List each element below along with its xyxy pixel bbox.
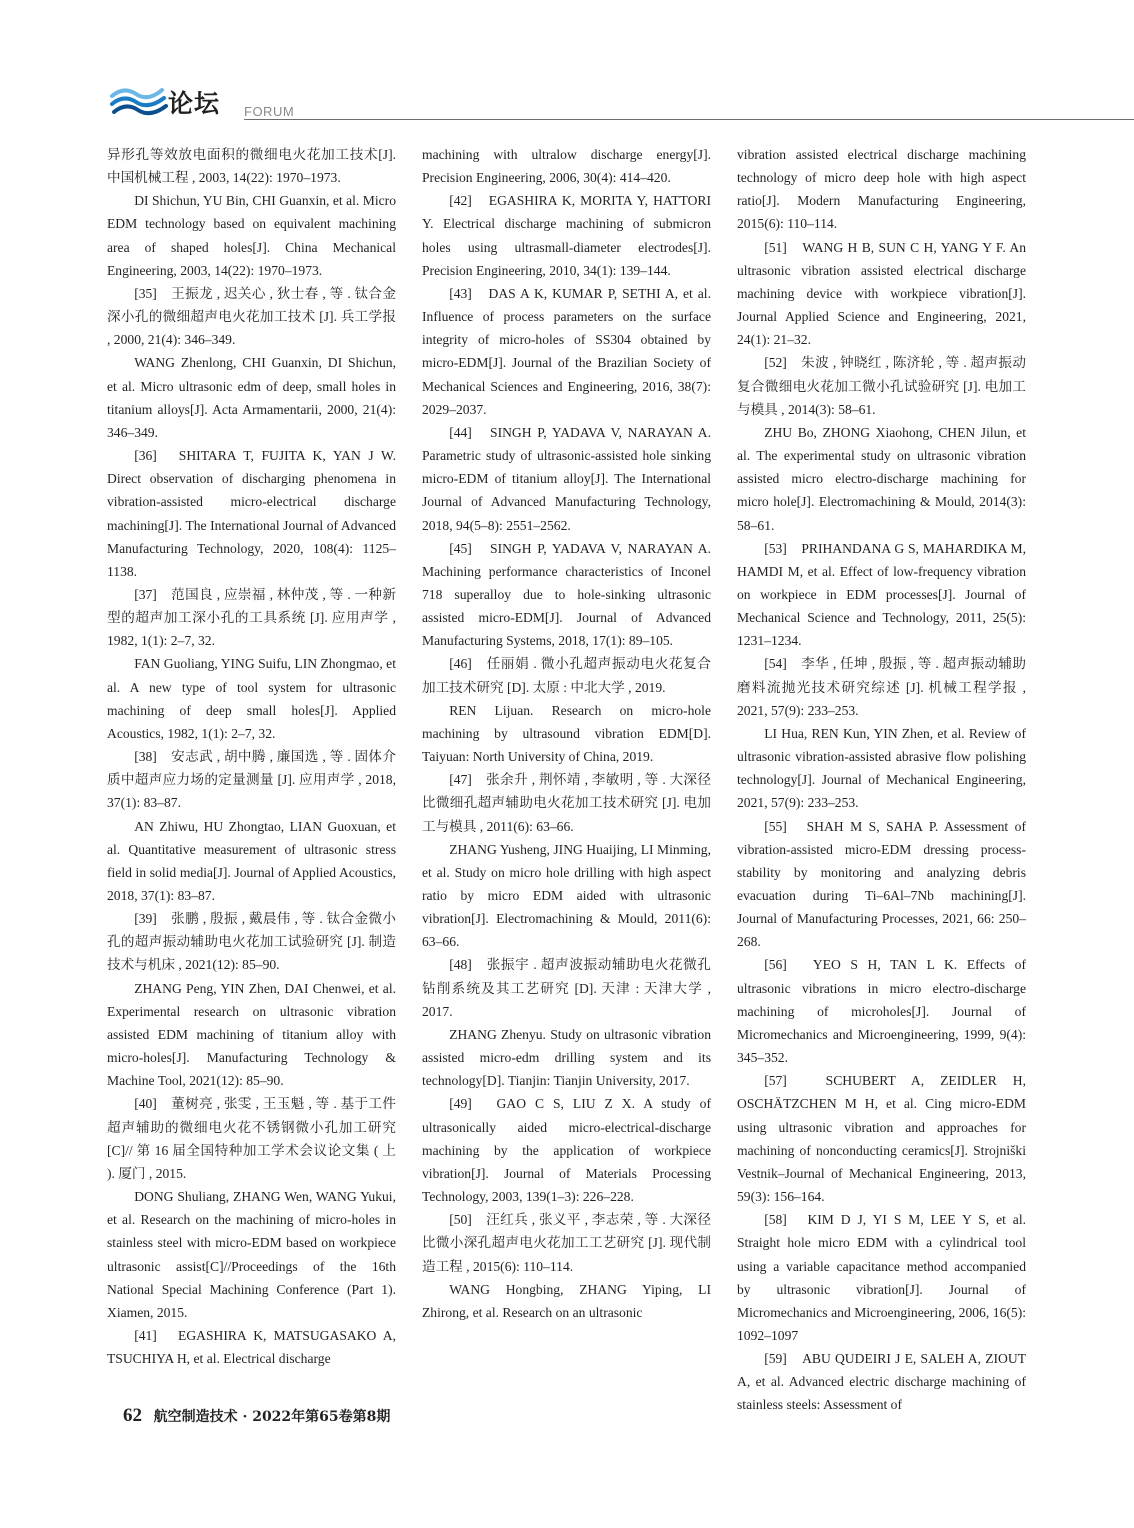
reference-entry: [49] GAO C S, LIU Z X. A study of ultrasonically aided micro-electrical-discharge machining by the application of workpiece vibration[J]. Journal of Materials Processing Technology, 2003, 139(1–3): 226–228.	[422, 1096, 711, 1205]
reference-entry: vibration assisted electrical discharge machining technology of micro deep hole with high aspect ratio[J]. Modern Manufacturing Engineering, 2015(6): 110–114.	[737, 147, 1026, 232]
reference-entry: [55] SHAH M S, SAHA P. Assessment of vibration-assisted micro-EDM dressing process-stability by monitoring and analyzing debris evacuation during Ti–6Al–7Nb machining[J]. Journal of Manufacturing Processes, 2021, 66: 250–268.	[737, 818, 1026, 950]
reference-entry: [37] 范国良 , 应崇福 , 林仲茂 , 等 . 一种新型的超声加工深小孔的工具系统 [J]. 应用声学 , 1982, 1(1): 2–7, 32.	[107, 586, 396, 649]
reference-entry: 异形孔等效放电面积的微细电火花加工技术[J]. 中国机械工程 , 2003, 14(22): 1970–1973.	[107, 147, 396, 186]
reference-entry: [36] SHITARA T, FUJITA K, YAN J W. Direct observation of discharging phenomena in vibration-assisted micro-electrical discharge machining[J]. The International Journal of Advanced Manufacturing Technology, 2020, 108(4): 1125–1138.	[107, 448, 396, 579]
reference-entry: [46] 任丽娟 . 微小孔超声振动电火花复合加工技术研究 [D]. 太原 : 中北大学 , 2019.	[422, 656, 711, 695]
page-footer	[123, 1405, 390, 1427]
reference-entry: FAN Guoliang, YING Suifu, LIN Zhongmao, et al. A new type of tool system for ultrasonic machining of deep small holes[J]. Applied Acoustics, 1982, 1(1): 2–7, 32.	[107, 656, 396, 741]
reference-entry: ZHANG Yusheng, JING Huaijing, LI Minming, et al. Study on micro hole drilling with high aspect ratio by micro EDM aided with ultrasonic vibration[J]. Electromachining & Mould, 2011(6): 63–66.	[422, 841, 711, 950]
page-header	[0, 0, 1134, 130]
reference-entry: machining with ultralow discharge energy[J]. Precision Engineering, 2006, 30(4): 414–420.	[422, 147, 711, 186]
reference-entry: AN Zhiwu, HU Zhongtao, LIAN Guoxuan, et al. Quantitative measurement of ultrasonic stress field in solid media[J]. Journal of Applied Acoustics, 2018, 37(1): 83–87.	[107, 818, 396, 903]
reference-entry: [56] YEO S H, TAN L K. Effects of ultrasonic vibrations in micro electro-discharge machining of microholes[J]. Journal of Micromechanics and Microengineering, 1999, 9(4): 345–352.	[737, 957, 1026, 1066]
reference-entry: WANG Zhenlong, CHI Guanxin, DI Shichun, et al. Micro ultrasonic edm of deep, small holes in titanium alloys[J]. Acta Armamentarii, 2000, 21(4): 346–349.	[107, 355, 396, 440]
reference-entry: [41] EGASHIRA K, MATSUGASAKO A, TSUCHIYA H, et al. Electrical discharge	[107, 1327, 396, 1367]
reference-entry: WANG Hongbing, ZHANG Yiping, LI Zhirong, et al. Research on an ultrasonic	[422, 1281, 711, 1320]
reference-entry: REN Lijuan. Research on micro-hole machining by ultrasound vibration EDM[D]. Taiyuan: North University of China, 2019.	[422, 702, 711, 765]
wave-logo-icon	[110, 84, 168, 118]
section-subtitle: FORUM	[244, 104, 295, 119]
section-title: 论坛	[168, 89, 221, 118]
reference-entry: [57] SCHUBERT A, ZEIDLER H, OSCHÄTZCHEN M H, et al. Cing micro-EDM using ultrasonic vibration and approaches for machining of nonconducting ceramics[J]. Strojniški Vestnik–Journal of Mechanical Engineering, 2013, 59(3): 156–164.	[737, 1073, 1026, 1205]
reference-entry: [44] SINGH P, YADAVA V, NARAYAN A. Parametric study of ultrasonic-assisted hole sinking micro-EDM of titanium alloy[J]. The International Journal of Advanced Manufacturing Technology, 2018, 94(5–8): 2551–2562.	[422, 424, 711, 533]
header-divider	[244, 119, 1134, 120]
reference-entry: DI Shichun, YU Bin, CHI Guanxin, et al. Micro EDM technology based on equivalent machining area of shaped holes[J]. China Mechanical Engineering, 2003, 14(22): 1970–1973.	[107, 193, 396, 278]
reference-entry: DONG Shuliang, ZHANG Wen, WANG Yukui, et al. Research on the machining of micro-holes in stainless steel with micro-EDM based on workpiece ultrasonic assist[C]//Proceedings of the 16th National Special Machining Conference (Part 1). Xiamen, 2015.	[107, 1189, 396, 1320]
journal-citation: 航空制造技术 · 2022年第65卷第8期	[153, 1409, 391, 1425]
reference-entry: [42] EGASHIRA K, MORITA Y, HATTORI Y. Electrical discharge machining of submicron holes using ultrasmall-diameter electrodes[J]. Precision Engineering, 2010, 34(1): 139–144.	[422, 193, 711, 278]
reference-entry: LI Hua, REN Kun, YIN Zhen, et al. Review of ultrasonic vibration-assisted abrasive flow polishing technology[J]. Journal of Mechanical Engineering, 2021, 57(9): 233–253.	[737, 725, 1026, 811]
reference-column-1	[107, 143, 396, 1370]
reference-entry: [43] DAS A K, KUMAR P, SETHI A, et al. Influence of process parameters on the surface integrity of micro-holes of SS304 obtained by micro-EDM[J]. Journal of the Brazilian Society of Mechanical Sciences and Engineering, 2016, 38(7): 2029–2037.	[422, 285, 711, 417]
reference-entry: ZHANG Peng, YIN Zhen, DAI Chenwei, et al. Experimental research on ultrasonic vibration assisted EDM machining of titanium alloy with micro-holes[J]. Manufacturing Technology & Machine Tool, 2021(12): 85–90.	[107, 980, 396, 1089]
reference-entry: [35] 王振龙 , 迟关心 , 狄士春 , 等 . 钛合金深小孔的微细超声电火花加工技术 [J]. 兵工学报 , 2000, 21(4): 346–349.	[107, 285, 396, 348]
reference-entry: [39] 张鹏 , 殷振 , 戴晨伟 , 等 . 钛合金微小孔的超声振动辅助电火花加工试验研究 [J]. 制造技术与机床 , 2021(12): 85–90.	[107, 911, 396, 973]
reference-entry: [54] 李华 , 任坤 , 殷振 , 等 . 超声振动辅助磨料流抛光技术研究综述 [J]. 机械工程学报 , 2021, 57(9): 233–253.	[737, 656, 1026, 718]
reference-column-2	[422, 143, 711, 1324]
reference-entry: [45] SINGH P, YADAVA V, NARAYAN A. Machining performance characteristics of Inconel 718 superalloy due to hole-sinking ultrasonic assisted micro-EDM[J]. Journal of Advanced Manufacturing Systems, 2018, 17(1): 89–105.	[422, 540, 711, 649]
reference-entry: [47] 张余升 , 荆怀靖 , 李敏明 , 等 . 大深径比微细孔超声辅助电火花加工技术研究 [J]. 电加工与模具 , 2011(6): 63–66.	[422, 772, 711, 834]
reference-entry: [53] PRIHANDANA G S, MAHARDIKA M, HAMDI M, et al. Effect of low-frequency vibration on workpiece in EDM processes[J]. Journal of Mechanical Science and Technology, 2011, 25(5): 1231–1234.	[737, 540, 1026, 649]
reference-entry: [52] 朱波 , 钟晓红 , 陈济轮 , 等 . 超声振动复合微细电火花加工微小孔试验研究 [J]. 电加工与模具 , 2014(3): 58–61.	[737, 355, 1026, 417]
page-number: 62	[123, 1405, 142, 1426]
reference-entry: ZHANG Zhenyu. Study on ultrasonic vibration assisted micro-edm drilling system and its technology[D]. Tianjin: Tianjin University, 2017.	[422, 1026, 711, 1089]
reference-entry: [40] 董树亮 , 张雯 , 王玉魁 , 等 . 基于工件超声辅助的微细电火花不锈钢微小孔加工研究 [C]// 第 16 届全国特种加工学术会议论文集 ( 上 ). 厦门 , 2015.	[107, 1096, 396, 1181]
reference-entry: [50] 汪红兵 , 张义平 , 李志荣 , 等 . 大深径比微小深孔超声电火花加工工艺研究 [J]. 现代制造工程 , 2015(6): 110–114.	[422, 1212, 711, 1274]
reference-entry: [38] 安志武 , 胡中腾 , 廉国选 , 等 . 固体介质中超声应力场的定量测量 [J]. 应用声学 , 2018, 37(1): 83–87.	[107, 749, 396, 811]
reference-entry: ZHU Bo, ZHONG Xiaohong, CHEN Jilun, et al. The experimental study on ultrasonic vibration assisted micro electro-discharge machining for micro hole[J]. Electromachining & Mould, 2014(3): 58–61.	[737, 424, 1026, 533]
reference-entry: [59] ABU QUDEIRI J E, SALEH A, ZIOUT A, et al. Advanced electric discharge machining of stainless steels: Assessment of	[737, 1351, 1026, 1413]
reference-entry: [48] 张振宇 . 超声波振动辅助电火花微孔钻削系统及其工艺研究 [D]. 天津 : 天津大学 , 2017.	[422, 957, 711, 1019]
reference-entry: [58] KIM D J, YI S M, LEE Y S, et al. Straight hole micro EDM with a cylindrical tool using a variable capacitance method accompanied by ultrasonic vibration[J]. Journal of Micromechanics and Microengineering, 2006, 16(5): 1092–1097	[737, 1212, 1026, 1343]
reference-entry: [51] WANG H B, SUN C H, YANG Y F. An ultrasonic vibration assisted electrical discharge machining device with workpiece vibration[J]. Journal Applied Science and Engineering, 2021, 24(1): 21–32.	[737, 239, 1026, 348]
reference-column-3	[737, 143, 1026, 1417]
